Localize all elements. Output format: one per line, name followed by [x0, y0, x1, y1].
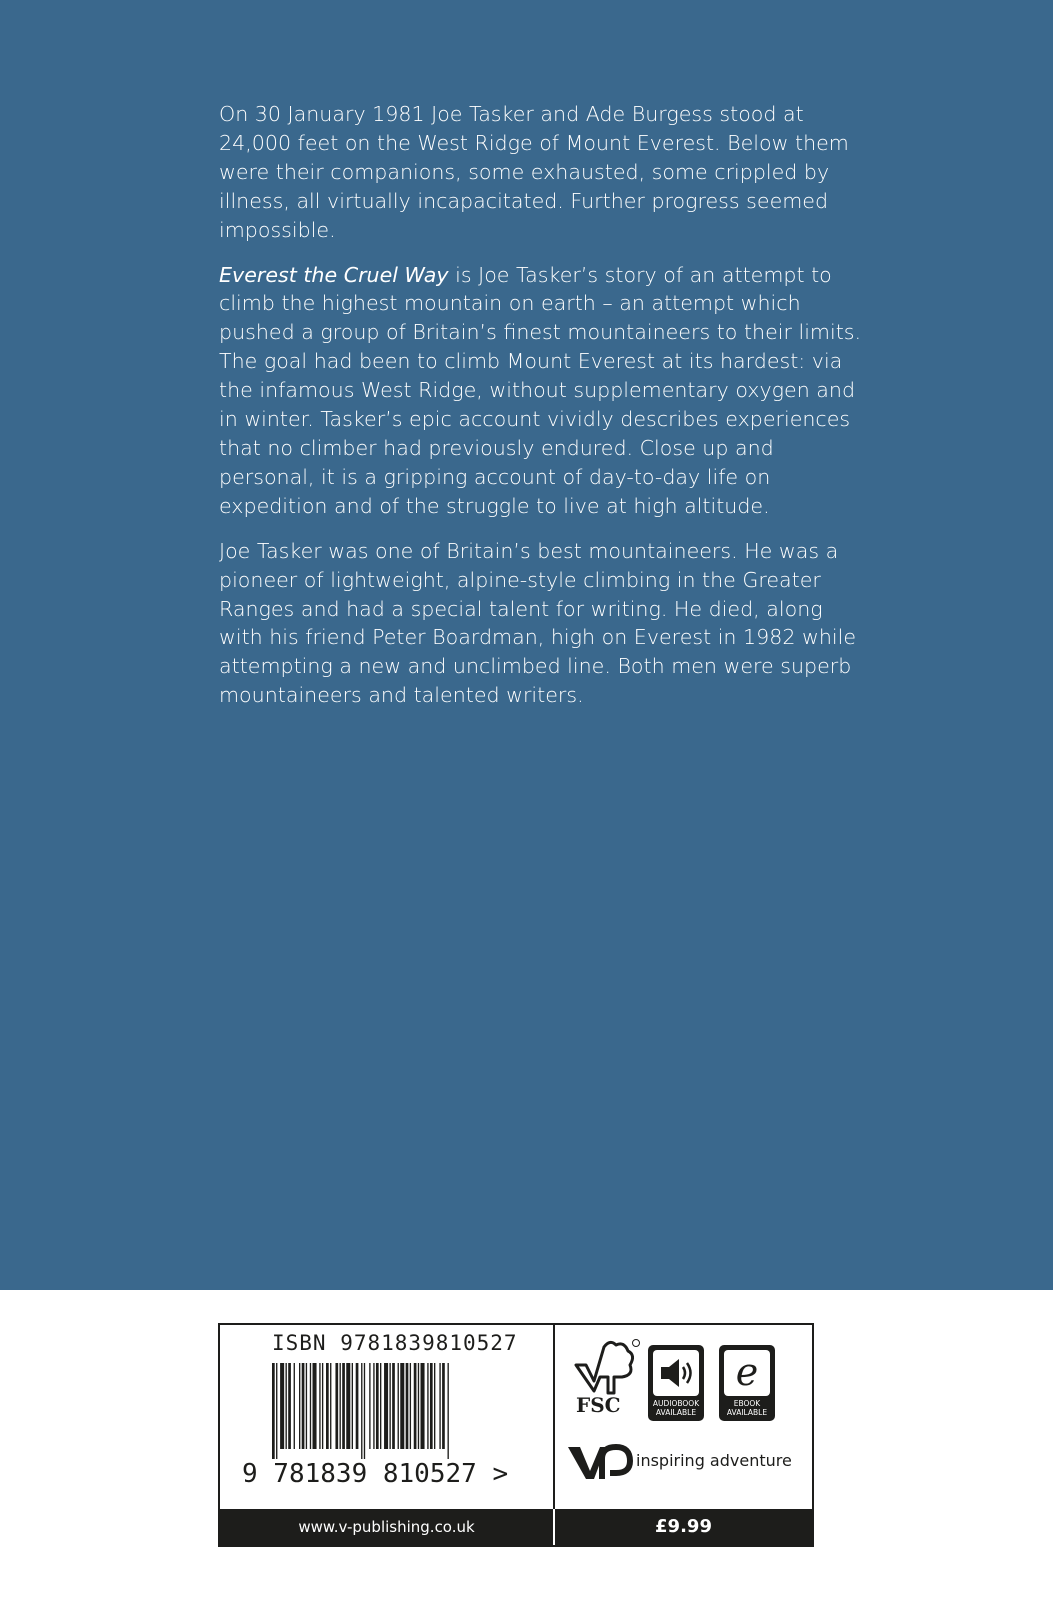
ebook-badge: [719, 1345, 775, 1421]
blurb-paragraph-2: [219, 261, 864, 521]
audiobook-badge-label: AUDIOBOOK AVAILABLE: [652, 1399, 700, 1417]
audiobook-badge: [648, 1345, 704, 1421]
blurb-paragraph-3: Joe Tasker was one of Britain’s best mountaineers. He was a pioneer of lightweight, alpine-style climbing in the Greater Ranges and had a special talent for writing. He died, along with his friend Peter Boardman, high on Everest in 1982 while attempting a new and unclimbed line. Both men were superb mountaineers and talented writers.: [219, 538, 856, 708]
ebook-badge-label: EBOOK AVAILABLE: [726, 1399, 768, 1417]
blurb-paragraph-2-body: is Joe Tasker’s story of an attempt to climb the highest mountain on earth – an attempt which pushed a group of Britain’s finest mountaineers to their limits. The goal had been to climb Mount Everest at its hardest: via the infamous West Ridge, without supplementary oxygen and in winter. Tasker’s epic account vividly describes experiences that no climber had previously endured. Close up and personal, it is a gripping account of day-to-day life on expedition and of the struggle to live at high altitude.: [219, 262, 862, 518]
book-title: Everest the Cruel Way: [219, 262, 449, 287]
ebook-icon: e: [735, 1350, 759, 1394]
fsc-label: FSC: [576, 1393, 621, 1417]
barcode-digits: 9 781839 810527 >: [242, 1459, 509, 1489]
price-label: £9.99: [655, 1516, 712, 1537]
blurb-paragraph-1: On 30 January 1981 Joe Tasker and Ade Burgess stood at 24,000 feet on the West Ridge of Mount Everest. Below them were their companions, some exhausted, some crippled by illness, all virtually incapacitated. Further progress seemed impossible.: [219, 102, 849, 242]
fsc-tree-icon: [570, 1337, 640, 1397]
speaker-icon: [653, 1350, 699, 1396]
barcode-panel: [218, 1323, 814, 1547]
isbn-label: ISBN 9781839810527: [272, 1331, 518, 1355]
footer-bar: [220, 1509, 812, 1545]
vp-tagline: inspiring adventure: [636, 1451, 792, 1470]
barcode-image: [272, 1363, 522, 1459]
blurb-text: [219, 100, 864, 726]
publisher-website: www.v-publishing.co.uk: [298, 1518, 475, 1536]
vp-logo-icon: [566, 1441, 634, 1485]
